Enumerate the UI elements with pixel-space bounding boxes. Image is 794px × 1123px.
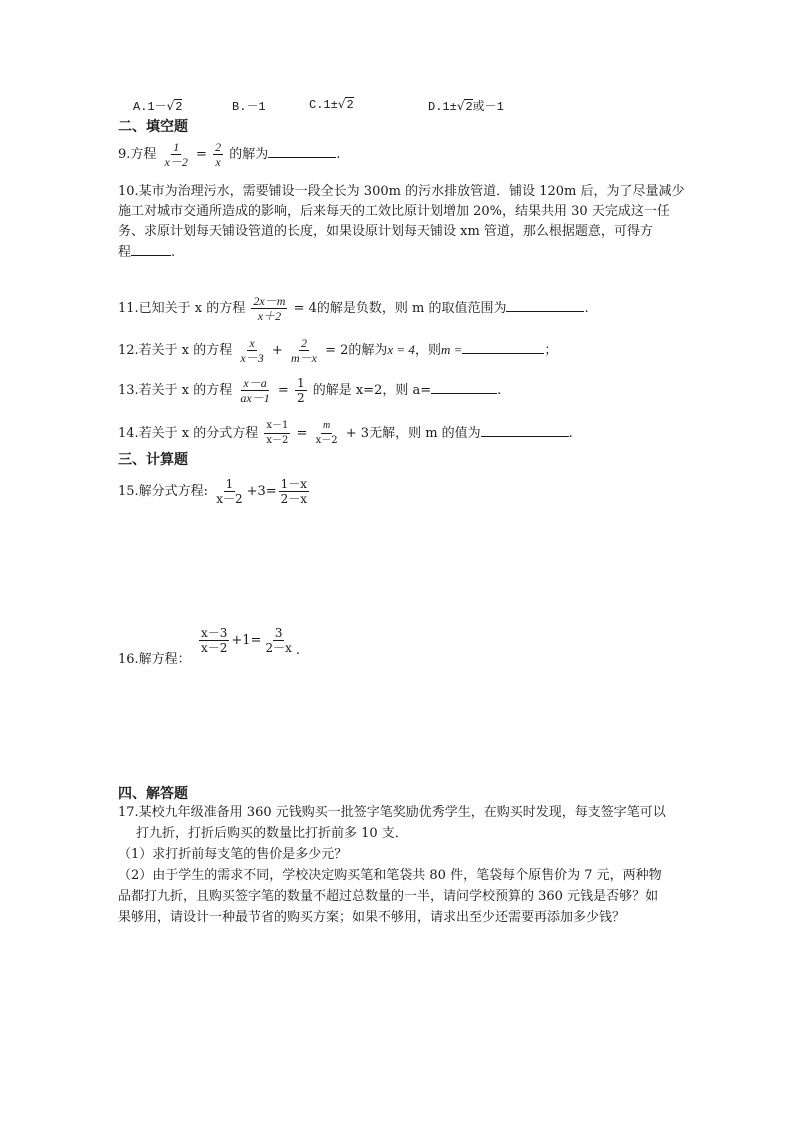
q16-mid: +1=	[231, 633, 262, 648]
q10-line-4	[118, 243, 175, 262]
q11-equals: = 4	[293, 301, 317, 316]
q16-num2: 3	[274, 626, 283, 640]
q12-end: ；	[544, 343, 558, 358]
q13-suffix: 的解是 x=2，则 a=	[312, 383, 432, 398]
q12-variable: m =	[440, 342, 463, 357]
q9-prefix: 9.方程	[118, 147, 157, 162]
q16-den2: 2－x	[265, 641, 292, 655]
q13-equals: =	[277, 383, 289, 398]
q15-fraction-left	[214, 477, 244, 506]
option-a-label: A.1－	[133, 100, 167, 114]
q14-den1: x－2	[266, 435, 289, 446]
question-15	[118, 477, 311, 506]
q15-den1: x－2	[216, 492, 243, 506]
q16-fraction-left	[199, 626, 229, 655]
q17-part-2-line-3: 果够用，请设计一种最节省的购买方案；如果不够用，请求出至少还需要再添加多少钱？	[118, 910, 626, 925]
question-9	[118, 140, 340, 169]
question-14	[118, 419, 573, 448]
q11-fraction	[251, 294, 287, 323]
q12-mid: 的解为	[348, 343, 388, 358]
q17-line-1: 17.某校九年级准备用 360 元钱购买一批签字笔奖励优秀学生，在购买时发现，每支签字笔可以	[118, 805, 666, 820]
q12-fraction-2	[289, 336, 319, 365]
q10-line-3: 务、求原计划每天铺设管道的长度，如果设原计划每天铺设 xm 管道，那么根据题意，可得方	[118, 224, 653, 239]
q13-answer-blank[interactable]	[431, 381, 497, 394]
q9-answer-blank[interactable]	[268, 145, 336, 158]
q9-num2: 2	[215, 140, 222, 154]
q13-end: .	[497, 383, 502, 398]
q15-fraction-right	[279, 477, 309, 506]
q10-line-2: 施工对城市交通所造成的影响，后来每天的工效比原计划增加 20%，结果共用 30 天完成这一任	[118, 204, 670, 219]
q12-condition: x = 4	[387, 342, 415, 357]
q13-prefix: 13.若关于 x 的方程	[118, 383, 233, 398]
q10-answer-blank[interactable]	[131, 243, 171, 256]
q14-fraction-2	[314, 419, 340, 448]
q12-den1: x－3	[240, 351, 264, 365]
q9-end: .	[336, 147, 341, 162]
q16-den1: x－2	[201, 641, 228, 655]
section-heading-calculation: 三、计算题	[118, 452, 188, 468]
q10-last-prefix: 程	[118, 245, 132, 260]
question-16-equation	[197, 626, 301, 658]
q14-prefix: 14.若关于 x 的分式方程	[118, 426, 259, 441]
option-a-radicand: 2	[175, 100, 183, 114]
q12-num2: 2	[300, 336, 307, 350]
option-c: C.1±√2	[309, 97, 354, 112]
q16-end: .	[295, 643, 301, 658]
q12-prefix: 12.若关于 x 的方程	[118, 343, 233, 358]
q17-part-2-line-1: （2）由于学生的需求不同，学校决定购买笔和笔袋共 80 件，笔袋每个原售价为 7 元，两种物	[118, 868, 662, 883]
question-13	[118, 376, 501, 405]
q12-den2: m－x	[290, 351, 317, 365]
q9-equals: =	[196, 147, 207, 162]
q10-line-1: 10.某市为治理污水，需要铺设一段全长为 300m 的污水排放管道．铺设 120m 后，为了尽量减少	[118, 184, 685, 199]
q12-fraction-1	[238, 336, 265, 365]
option-c-label: C.1±	[309, 98, 338, 112]
q14-suffix: 无解，则 m 的值为	[369, 426, 481, 441]
q14-end: .	[568, 426, 573, 441]
q14-plus: + 3	[345, 426, 370, 441]
q11-den: x＋2	[257, 309, 282, 323]
q17-part-2-line-2: 品都打九折，且购买签字笔的数量不超过总数量的一半，请问学校预算的 360 元钱是否够？如	[118, 889, 659, 904]
option-c-radicand: 2	[346, 98, 354, 112]
q13-fraction-2	[295, 376, 307, 405]
q11-num: 2x－m	[253, 294, 286, 308]
q12-plus: +	[271, 343, 283, 358]
option-d-radicand: 2	[465, 100, 473, 114]
q13-num2: 1	[296, 376, 305, 390]
q17-line-2: 打九折，打折后购买的数量比打折前多 10 支．	[136, 826, 408, 841]
q16-num1: x－3	[201, 626, 228, 640]
q16-fraction-right	[263, 626, 293, 655]
q14-num2: m	[321, 419, 332, 434]
question-11	[118, 294, 589, 323]
option-a: A.1－√2	[133, 99, 183, 114]
q14-equals: =	[296, 426, 308, 441]
q14-answer-blank[interactable]	[481, 424, 569, 437]
q13-den1: ax－1	[240, 391, 270, 405]
q10-end: .	[171, 245, 176, 260]
q9-den1: x－2	[164, 155, 188, 169]
option-d: D.1±√2或－1	[428, 99, 504, 114]
q12-num1: x	[249, 336, 255, 350]
section-heading-word-problems: 四、解答题	[118, 786, 188, 802]
q11-suffix: 的解是负数，则 m 的取值范围为	[316, 301, 507, 316]
q9-num1: 1	[173, 140, 180, 154]
q15-num2: 1－x	[280, 477, 308, 491]
option-d-label: D.1±	[428, 100, 457, 114]
q11-end: .	[584, 301, 589, 316]
q13-num1: x－a	[243, 376, 267, 390]
option-d-tail: 或－1	[472, 100, 504, 114]
q12-mid2: ，则	[414, 343, 441, 358]
q9-den2: x	[215, 155, 221, 169]
q14-num1: x－1	[264, 419, 290, 434]
section-heading-fill-in: 二、填空题	[118, 119, 188, 135]
q9-suffix: 的解为	[229, 147, 269, 162]
q14-den2: x－2	[315, 435, 338, 446]
q9-fraction-left	[163, 140, 190, 169]
option-b	[232, 97, 266, 114]
question-12	[118, 336, 557, 365]
q9-fraction-right	[213, 140, 223, 169]
q15-num1: 1	[225, 477, 234, 491]
option-b-label: B.－1	[232, 100, 266, 114]
q11-answer-blank[interactable]	[506, 299, 584, 312]
q15-prefix: 15.解分式方程:	[118, 484, 209, 499]
q14-fraction-1	[264, 419, 290, 448]
q15-mid: +3=	[246, 484, 277, 499]
q12-answer-blank[interactable]	[462, 341, 544, 354]
question-16-label: 16.解方程：	[118, 652, 191, 667]
q17-part-1: （1）求打折前每支笔的售价是多少元？	[118, 847, 348, 862]
q13-den2: 2	[296, 391, 305, 405]
q13-fraction-1	[238, 376, 271, 405]
q12-equals: = 2	[325, 343, 349, 358]
q11-prefix: 11.已知关于 x 的方程	[118, 301, 246, 316]
q15-den2: 2－x	[280, 492, 308, 506]
